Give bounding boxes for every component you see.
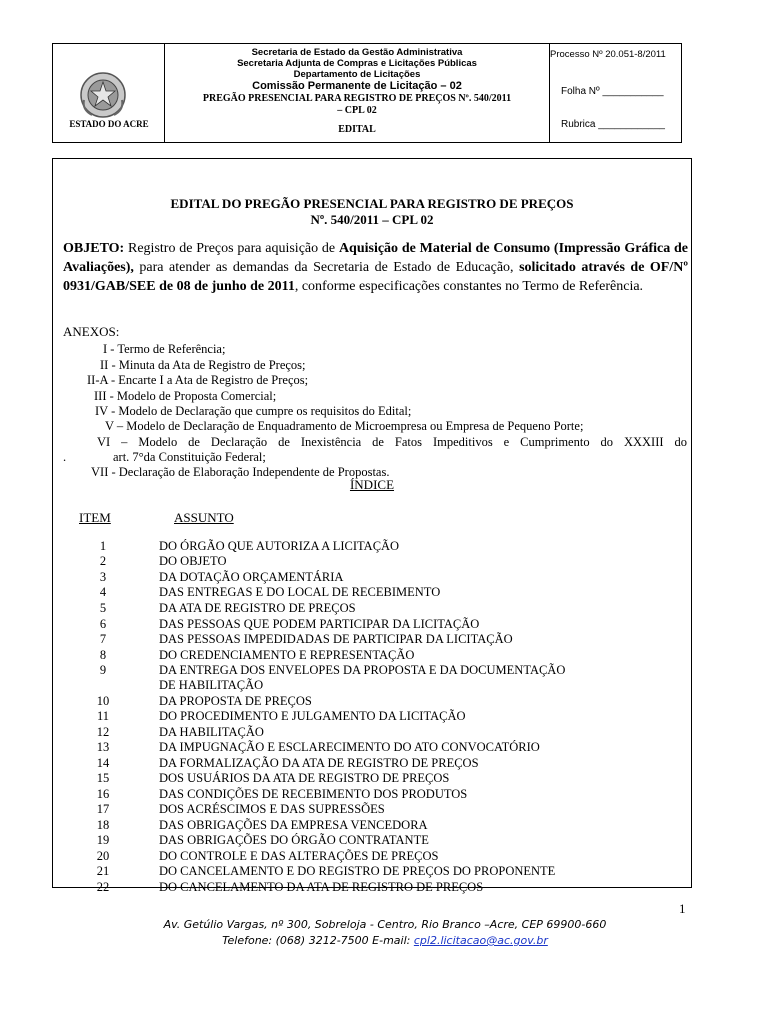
objeto-paragraph (63, 239, 688, 296)
item-number: 2 (99, 554, 107, 568)
table-row (53, 864, 691, 880)
item-number: 17 (96, 802, 110, 816)
item-assunto: DA HABILITAÇÃO (159, 725, 264, 739)
table-row (53, 756, 691, 772)
table-row (53, 554, 691, 570)
edital-number: Nº. 540/2011 – CPL 02 (310, 212, 434, 227)
header-right-cell (550, 44, 681, 142)
anexo-item: VII - Declaração de Elaboração Independente de Propostas. (91, 465, 390, 479)
table-row (53, 663, 691, 679)
item-number: 5 (99, 601, 107, 615)
edital-title: EDITAL DO PREGÃO PRESENCIAL PARA REGISTRO DE PREÇOS (170, 196, 574, 211)
anexo-item: art. 7°da Constituição Federal; (113, 450, 266, 464)
item-number: 3 (99, 570, 107, 584)
table-row (53, 849, 691, 865)
item-assunto: DO CANCELAMENTO E DO REGISTRO DE PREÇOS DO PROPONENTE (159, 864, 556, 878)
item-number: 12 (96, 725, 110, 739)
item-assunto: DAS CONDIÇÕES DE RECEBIMENTO DOS PRODUTOS (159, 787, 468, 801)
item-number: 7 (99, 632, 107, 646)
item-assunto: DA DOTAÇÃO ORÇAMENTÁRIA (159, 570, 344, 584)
table-row (53, 771, 691, 787)
table-row (53, 694, 691, 710)
col-header-item: ITEM (79, 510, 111, 525)
anexo-item: II-A - Encarte I a Ata de Registro de Preços; (87, 373, 309, 387)
anexo-item: V – Modelo de Declaração de Enquadramento de Microempresa ou Empresa de Pequeno Porte; (105, 419, 584, 433)
table-row (53, 570, 691, 586)
item-assunto: DA FORMALIZAÇÃO DA ATA DE REGISTRO DE PREÇOS (159, 756, 479, 770)
objeto-text-3: , conforme especificações constantes no Termo de Referência. (294, 279, 644, 294)
item-number: 20 (96, 849, 110, 863)
header-cpl: – CPL 02 (337, 105, 377, 116)
item-assunto: DE HABILITAÇÃO (159, 678, 264, 692)
item-number: 8 (99, 648, 107, 662)
item-number: 9 (99, 663, 107, 677)
anexo-item: I - Termo de Referência; (103, 342, 226, 356)
item-assunto: DA ATA DE REGISTRO DE PREÇOS (159, 601, 356, 615)
item-number: 10 (96, 694, 110, 708)
item-assunto: DA PROPOSTA DE PREÇOS (159, 694, 312, 708)
anexo-item: IV - Modelo de Declaração que cumpre os requisitos do Edital; (95, 404, 412, 418)
item-assunto: DA ENTREGA DOS ENVELOPES DA PROPOSTA E DA DOCUMENTAÇÃO (159, 663, 566, 677)
table-row (53, 740, 691, 756)
item-assunto: DOS ACRÉSCIMOS E DAS SUPRESSÕES (159, 802, 385, 816)
table-row (53, 678, 691, 694)
footer-phone: Telefone: (068) 3212-7500 E-mail: (222, 934, 414, 947)
item-number: 15 (96, 771, 110, 785)
anexo-item: II - Minuta da Ata de Registro de Preços; (100, 358, 306, 372)
table-row (53, 601, 691, 617)
objeto-bold-2: solicitado através de OF/Nº 0931/GAB/SEE de 08 de junho de 2011 (63, 260, 688, 294)
item-assunto: DO OBJETO (159, 554, 227, 568)
page-number: 1 (679, 901, 686, 916)
table-row (53, 725, 691, 741)
item-number: 14 (96, 756, 110, 770)
item-assunto: DAS ENTREGAS E DO LOCAL DE RECEBIMENTO (159, 585, 441, 599)
item-number: 16 (96, 787, 110, 801)
table-row (53, 617, 691, 633)
header-departamento: Departamento de Licitações (293, 69, 421, 80)
table-row (53, 585, 691, 601)
table-row (53, 802, 691, 818)
item-number: 11 (96, 709, 110, 723)
indice-title: ÍNDICE (349, 477, 395, 492)
item-assunto: DOS USUÁRIOS DA ATA DE REGISTRO DE PREÇOS (159, 771, 450, 785)
header-logo-cell (53, 44, 165, 142)
objeto-label: OBJETO: (63, 241, 125, 256)
table-row (53, 648, 691, 664)
state-name: ESTADO DO ACRE (69, 119, 149, 129)
item-assunto: DO ÓRGÃO QUE AUTORIZA A LICITAÇÃO (159, 539, 400, 553)
objeto-text-1: Registro de Preços para aquisição de (124, 241, 339, 256)
header-edital: EDITAL (338, 124, 376, 135)
objeto-bold-1: Aquisição de Material de Consumo (Impressão Gráfica de Avaliações), (63, 241, 689, 275)
anexo-dot: . (63, 450, 67, 464)
document-header (52, 43, 682, 143)
edital-body (52, 158, 692, 894)
anexos-label: ANEXOS: (63, 324, 120, 339)
footer-email-link[interactable]: cpl2.licitacao@ac.gov.br (413, 934, 548, 947)
table-row (53, 880, 691, 896)
anexo-item: III - Modelo de Proposta Comercial; (94, 389, 277, 403)
item-number: 18 (96, 818, 110, 832)
table-row (53, 539, 691, 555)
item-number: 21 (96, 864, 110, 878)
header-secretaria-adjunta: Secretaria Adjunta de Compras e Licitações Públicas (237, 58, 477, 69)
footer-address: Av. Getúlio Vargas, nº 300, Sobreloja - Centro, Rio Branco –Acre, CEP 69900-660 (163, 918, 607, 931)
footer-contact (0, 934, 770, 947)
table-row (53, 632, 691, 648)
header-pregao: PREGÃO PRESENCIAL PARA REGISTRO DE PREÇOS Nº. 540/2011 (202, 93, 512, 104)
table-row (53, 709, 691, 725)
processo-number: Processo Nº 20.051-8/2011 (550, 49, 666, 60)
col-header-assunto: ASSUNTO (174, 510, 234, 525)
table-row (53, 833, 691, 849)
header-center-cell (165, 44, 550, 142)
item-assunto: DAS PESSOAS QUE PODEM PARTICIPAR DA LICITAÇÃO (159, 617, 480, 631)
header-comissao: Comissão Permanente de Licitação – 02 (252, 80, 462, 92)
item-assunto: DO PROCEDIMENTO E JULGAMENTO DA LICITAÇÃO (159, 709, 466, 723)
header-secretaria: Secretaria de Estado da Gestão Administrativa (251, 47, 463, 58)
item-number: 1 (99, 539, 107, 553)
item-assunto: DO CONTROLE E DAS ALTERAÇÕES DE PREÇOS (159, 849, 439, 863)
table-row (53, 787, 691, 803)
item-assunto: DA IMPUGNAÇÃO E ESCLARECIMENTO DO ATO CONVOCATÓRIO (159, 740, 540, 754)
item-assunto: DO CREDENCIAMENTO E REPRESENTAÇÃO (159, 648, 415, 662)
item-assunto: DAS OBRIGAÇÕES DA EMPRESA VENCEDORA (159, 818, 428, 832)
folha-field: Folha Nº ___________ (561, 86, 664, 97)
item-number: 19 (96, 833, 110, 847)
rubrica-field: Rubrica ____________ (561, 119, 665, 130)
item-number: 22 (96, 880, 110, 894)
anexo-item: VI – Modelo de Declaração de Inexistência de Fatos Impeditivos e Cumprimento do XXXIII do (97, 435, 687, 449)
acre-coat-of-arms-icon (78, 70, 128, 120)
item-assunto: DAS PESSOAS IMPEDIDADAS DE PARTICIPAR DA LICITAÇÃO (159, 632, 513, 646)
item-number: 6 (99, 617, 107, 631)
item-number: 13 (96, 740, 110, 754)
item-assunto: DAS OBRIGAÇÕES DO ÓRGÃO CONTRATANTE (159, 833, 429, 847)
objeto-text-2: para atender as demandas da Secretaria de Estado de Educação, (133, 260, 520, 275)
table-row (53, 818, 691, 834)
item-assunto: DO CANCELAMENTO DA ATA DE REGISTRO DE PREÇOS (159, 880, 484, 894)
item-number: 4 (99, 585, 107, 599)
